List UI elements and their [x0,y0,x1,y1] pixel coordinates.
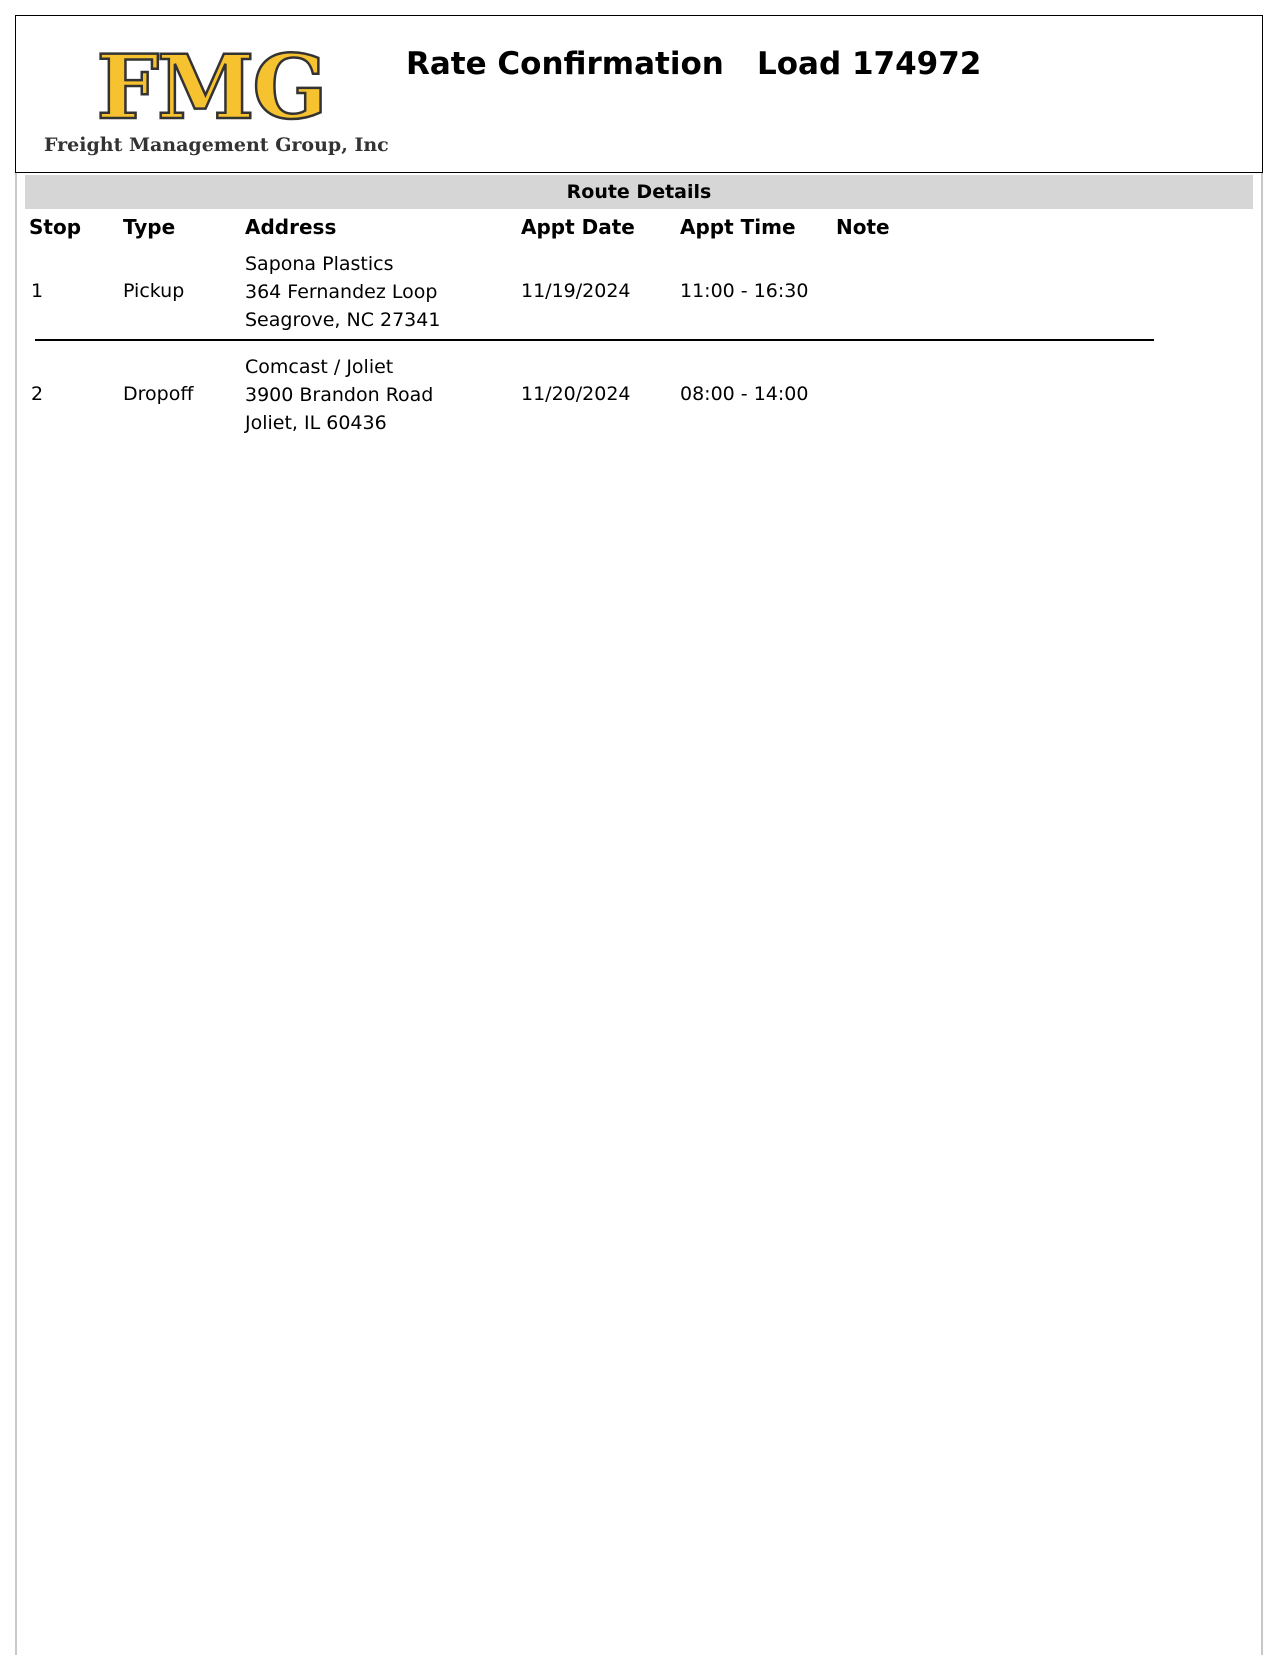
stop-type: Dropoff [123,383,194,405]
column-header-appt-date: Appt Date [521,215,635,239]
address-line: Sapona Plastics [245,253,394,275]
stop-address [245,353,433,437]
address-line: 364 Fernandez Loop [245,281,438,303]
stop-address [245,250,440,334]
page-frame [15,15,1263,1655]
row-divider [35,339,1154,341]
address-line: Seagrove, NC 27341 [245,309,441,331]
address-line: Comcast / Joliet [245,356,394,378]
column-header-appt-time: Appt Time [680,215,796,239]
company-name: Freight Management Group, Inc [44,134,389,156]
appt-time: 08:00 - 14:00 [680,383,809,405]
column-header-type: Type [123,215,176,239]
fmg-logo [44,36,389,156]
stop-number: 2 [31,383,44,405]
appt-date: 11/20/2024 [521,383,631,405]
address-line: 3900 Brandon Road [245,384,434,406]
address-line: Joliet, IL 60436 [245,412,387,434]
column-header-note: Note [836,215,890,239]
appt-date: 11/19/2024 [521,280,631,302]
column-header-stop: Stop [29,215,82,239]
stop-number: 1 [31,280,44,302]
appt-time: 11:00 - 16:30 [680,280,809,302]
load-number: Load 174972 [757,46,982,82]
column-header-address: Address [245,215,337,239]
logo-letters: FMG [96,36,326,131]
route-details-title: Route Details [25,175,1253,209]
page-title: Rate Confirmation [406,46,724,82]
document-header [15,15,1263,173]
stop-type: Pickup [123,280,185,302]
fmg-logo-mark [44,36,379,131]
